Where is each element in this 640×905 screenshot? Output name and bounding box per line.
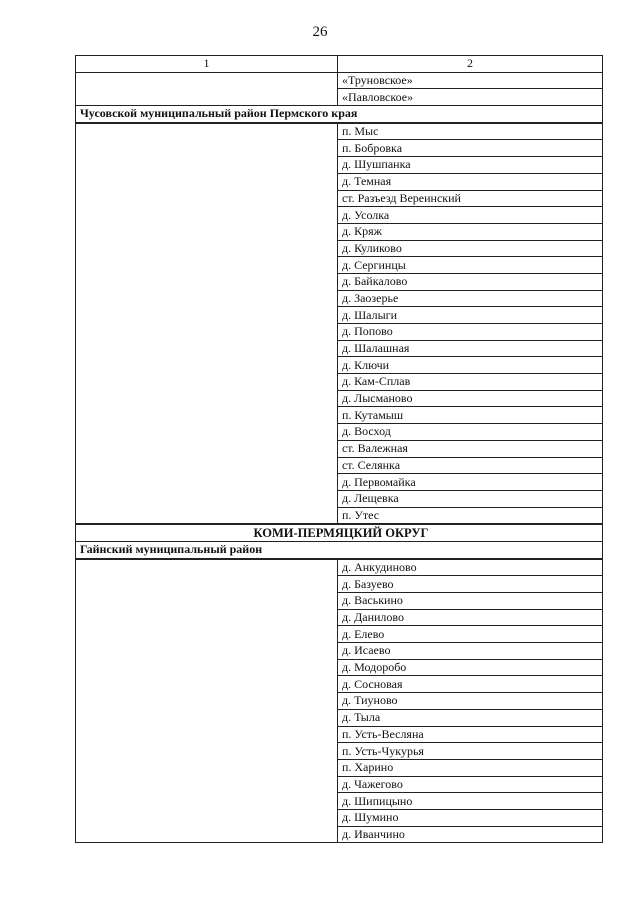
district-title-gainy: Гайнский муниципальный район — [76, 541, 603, 558]
settlement-cell: ст. Селянка — [337, 457, 602, 474]
header-row — [76, 56, 603, 73]
settlement-cell: д. Тиуново — [337, 693, 602, 710]
settlement-cell: д. Васькино — [337, 593, 602, 610]
okrug-title-row — [76, 524, 603, 541]
chusovoy-blank-cell — [76, 123, 338, 525]
settlement-cell: п. Усть-Чукурья — [337, 743, 602, 760]
settlement-cell: д. Исаево — [337, 643, 602, 660]
settlement-cell: д. Базуево — [337, 576, 602, 593]
settlement-cell: д. Сосновая — [337, 676, 602, 693]
settlement-cell: д. Модоробо — [337, 659, 602, 676]
settlement-cell: д. Темная — [337, 173, 602, 190]
settlement-cell: п. Кутамыш — [337, 407, 602, 424]
settlement-cell: д. Лысманово — [337, 390, 602, 407]
table-row — [76, 72, 603, 89]
settlement-cell: д. Лещевка — [337, 490, 602, 507]
settlement-cell: п. Мыс — [337, 123, 602, 140]
settlement-cell: д. Шалыги — [337, 307, 602, 324]
settlement-cell: д. Восход — [337, 424, 602, 441]
settlement-cell: ст. Разъезд Вереинский — [337, 190, 602, 207]
settlement-cell: д. Тыла — [337, 709, 602, 726]
settlement-cell: п. Бобровка — [337, 140, 602, 157]
settlement-cell: д. Кряж — [337, 223, 602, 240]
settlement-cell: д. Сергинцы — [337, 257, 602, 274]
district-title-gainy-row — [76, 541, 603, 558]
settlement-cell: «Труновское» — [337, 72, 602, 89]
gainy-blank-cell — [76, 559, 338, 843]
settlement-cell: д. Анкудиново — [337, 559, 602, 576]
settlement-cell: д. Чажегово — [337, 776, 602, 793]
top-blank-cell — [76, 72, 338, 105]
table-body — [76, 56, 603, 843]
settlement-cell: д. Шипицыно — [337, 793, 602, 810]
settlement-cell: д. Первомайка — [337, 474, 602, 491]
settlement-cell: д. Кам-Сплав — [337, 374, 602, 391]
settlement-cell: д. Ключи — [337, 357, 602, 374]
table-row — [76, 123, 603, 140]
district-title-chusovoy-row — [76, 106, 603, 123]
settlement-cell: д. Шалашная — [337, 340, 602, 357]
settlement-cell: д. Шумино — [337, 809, 602, 826]
settlement-cell: д. Попово — [337, 324, 602, 341]
settlement-cell: п. Утес — [337, 507, 602, 524]
settlement-cell: д. Заозерье — [337, 290, 602, 307]
table-row — [76, 559, 603, 576]
settlement-cell: д. Усолка — [337, 207, 602, 224]
settlement-cell: д. Шушпанка — [337, 157, 602, 174]
settlement-cell: д. Иванчино — [337, 826, 602, 843]
column-header-2: 2 — [337, 56, 602, 73]
settlement-cell: п. Харино — [337, 759, 602, 776]
settlement-cell: д. Байкалово — [337, 273, 602, 290]
district-title-chusovoy: Чусовской муниципальный район Пермского края — [76, 106, 603, 123]
settlement-cell: «Павловское» — [337, 89, 602, 106]
column-header-1: 1 — [76, 56, 338, 73]
settlement-cell: д. Куликово — [337, 240, 602, 257]
settlements-table — [75, 55, 603, 843]
settlement-cell: п. Усть-Весляна — [337, 726, 602, 743]
settlement-cell: д. Данилово — [337, 609, 602, 626]
settlement-cell: д. Елево — [337, 626, 602, 643]
okrug-title: КОМИ-ПЕРМЯЦКИЙ ОКРУГ — [76, 524, 603, 541]
page-number: 26 — [312, 24, 328, 40]
settlement-cell: ст. Валежная — [337, 440, 602, 457]
